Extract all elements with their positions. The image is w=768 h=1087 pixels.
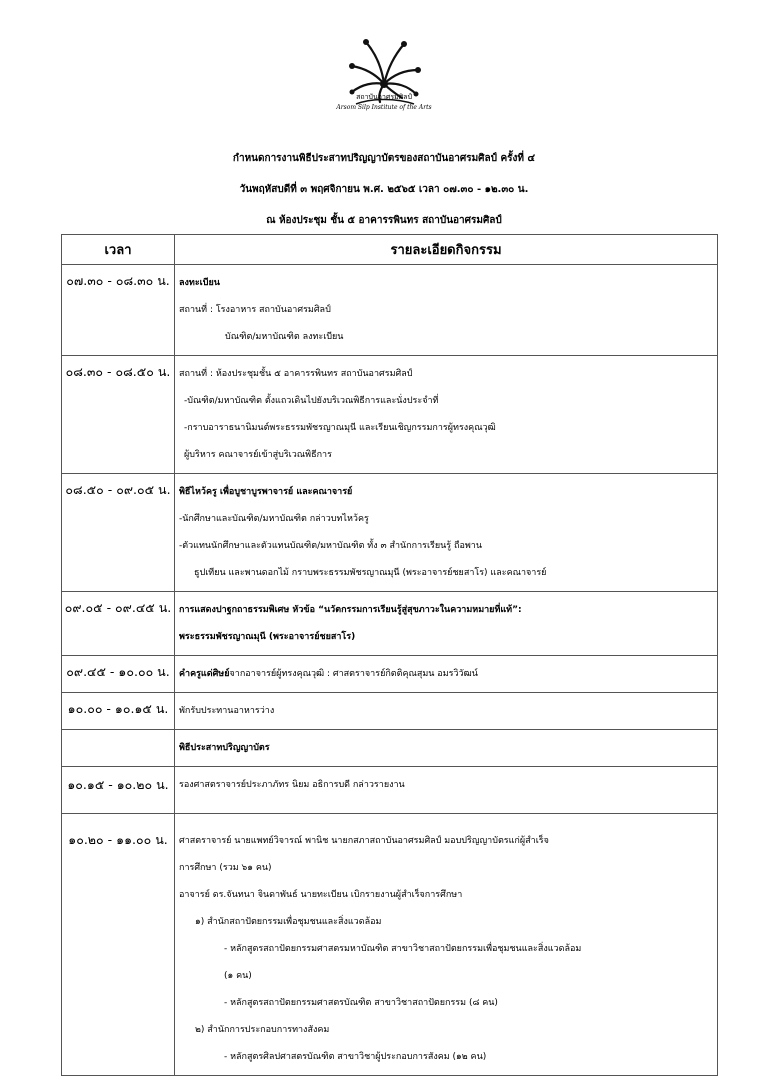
title-line-1: กำหนดการงานพิธีประสาทปริญญาบัตรของสถาบันอาศรมศิลป์ ครั้งที่ ๔	[232, 153, 536, 164]
column-header-detail: รายละเอียดกิจกรรม	[175, 235, 718, 265]
detail-line: (๑ คน)	[224, 971, 252, 981]
detail-line: พระธรรมพัชรญาณมุนี (พระอาจารย์ชยสาโร)	[179, 632, 356, 642]
row-detail	[175, 656, 718, 693]
table-row	[62, 265, 718, 356]
detail-line	[179, 661, 713, 688]
detail-line: ศาสตราจารย์ นายแพทย์วิจารณ์ พานิช นายกสภาสถาบันอาศรมศิลป์ มอบปริญญาบัตรแก่ผู้สำเร็จ	[179, 836, 549, 846]
detail-line: -ตัวแทนนักศึกษาและตัวแทนบัณฑิต/มหาบัณฑิต ทั้ง ๓ สำนักการเรียนรู้ ถือพาน	[179, 541, 482, 551]
detail-line: พิธีประสาทปริญญาบัตร	[179, 743, 270, 753]
row-detail	[175, 730, 718, 767]
detail-line: สถานที่ : ห้องประชุมชั้น ๕ อาคารรพินทร สถาบันอาศรมศิลป์	[179, 369, 413, 379]
table-header-row	[62, 235, 718, 265]
detail-line: การแสดงปาฐกถาธรรมพิเศษ หัวข้อ “นวัตกรรมการเรียนรู้สู่สุขภาวะในความหมายที่แท้”:	[179, 605, 522, 615]
title-line-3: ณ ห้องประชุม ชั้น ๕ อาคารรพินทร สถาบันอาศรมศิลป์	[266, 215, 502, 226]
row-detail	[175, 265, 718, 356]
row-time: ๑๐.๒๐ - ๑๑.๐๐ น.	[62, 814, 175, 1076]
detail-line: สถานที่ : โรงอาหาร สถาบันอาศรมศิลป์	[179, 305, 331, 315]
row-time	[62, 730, 175, 767]
detail-line: ผู้บริหาร คณาจารย์เข้าสู่บริเวณพิธีการ	[184, 450, 332, 460]
detail-line: - หลักสูตรสถาปัตยกรรมศาสตรบัณฑิต สาขาวิชาสถาปัตยกรรม (๘ คน)	[224, 998, 498, 1008]
institute-logo	[322, 32, 446, 136]
row-detail	[175, 693, 718, 730]
detail-line: - หลักสูตรสถาปัตยกรรมศาสตรมหาบัณฑิต สาขาวิชาสถาปัตยกรรมเพื่อชุมชนและสิ่งแวดล้อม	[224, 944, 582, 954]
column-header-time: เวลา	[62, 235, 175, 265]
row-detail	[175, 767, 718, 814]
document-titles	[0, 143, 768, 236]
row-time: ๑๐.๑๕ - ๑๐.๒๐ น.	[62, 767, 175, 814]
detail-line: รองศาสตราจารย์ประภาภัทร นิยม อธิการบดี กล่าวรายงาน	[179, 780, 405, 790]
title-line-2: วันพฤหัสบดีที่ ๓ พฤศจิกายน พ.ศ. ๒๕๖๕ เวลา ๐๗.๓๐ - ๑๒.๓๐ น.	[239, 184, 529, 195]
logo-caption	[322, 92, 446, 111]
table-row	[62, 814, 718, 1076]
detail-text: จากอาจารย์ผู้ทรงคุณวุฒิ : ศาสตราจารย์กิตติคุณสุมน อมรวิวัฒน์	[229, 669, 478, 679]
row-time: ๐๘.๓๐ - ๐๘.๕๐ น.	[62, 356, 175, 474]
table-row	[62, 656, 718, 693]
table-row	[62, 730, 718, 767]
row-time: ๑๐.๐๐ - ๑๐.๑๕ น.	[62, 693, 175, 730]
table-row	[62, 592, 718, 656]
detail-line: การศึกษา (รวม ๖๑ คน)	[179, 863, 272, 873]
detail-line: -นักศึกษาและบัณฑิต/มหาบัณฑิต กล่าวบทไหว้ครู	[179, 514, 369, 524]
row-time: ๐๙.๔๕ - ๑๐.๐๐ น.	[62, 656, 175, 693]
table-row	[62, 693, 718, 730]
row-time: ๐๙.๐๕ - ๐๙.๔๕ น.	[62, 592, 175, 656]
detail-line: อาจารย์ ดร.จันทนา จินดาพันธ์ นายทะเบียน เบิกรายงานผู้สำเร็จการศึกษา	[179, 890, 463, 900]
detail-line: -บัณฑิต/มหาบัณฑิต ตั้งแถวเดินไปยังบริเวณพิธีการและนั่งประจำที่	[184, 396, 439, 406]
logo-text-en: Arsom Silp Institute of the Arts	[336, 104, 432, 111]
row-detail	[175, 592, 718, 656]
detail-line: พิธีไหว้ครู เพื่อบูชาบูรพาจารย์ และคณาจารย์	[179, 487, 353, 497]
row-detail	[175, 814, 718, 1076]
logo-text-thai: สถาบันอาศรมศิลป์	[356, 93, 412, 101]
detail-line: ธูปเทียน และพานดอกไม้ กราบพระธรรมพัชรญาณมุนี (พระอาจารย์ชยสาโร) และคณาจารย์	[194, 568, 547, 578]
detail-line: บัณฑิต/มหาบัณฑิต ลงทะเบียน	[225, 332, 344, 342]
detail-line: - หลักสูตรศิลปศาสตรบัณฑิต สาขาวิชาผู้ประกอบการสังคม (๑๒ คน)	[224, 1052, 487, 1062]
detail-line: พักรับประทานอาหารว่าง	[179, 706, 275, 716]
table-row	[62, 767, 718, 814]
row-time: ๐๗.๓๐ - ๐๘.๓๐ น.	[62, 265, 175, 356]
detail-line: ๑) สำนักสถาปัตยกรรมเพื่อชุมชนและสิ่งแวดล้อม	[195, 917, 382, 927]
table-row	[62, 474, 718, 592]
row-time: ๐๘.๕๐ - ๐๙.๐๕ น.	[62, 474, 175, 592]
detail-line: ๒) สำนักการประกอบการทางสังคม	[195, 1025, 330, 1035]
detail-bold-text: คำครูแด่ศิษย์	[179, 669, 230, 679]
detail-line: -กราบอาราธนานิมนต์พระธรรมพัชรญาณมุนี และเรียนเชิญกรรมการผู้ทรงคุณวุฒิ	[184, 423, 496, 433]
schedule-table	[61, 234, 718, 1076]
row-detail	[175, 474, 718, 592]
detail-line: ลงทะเบียน	[179, 278, 220, 288]
row-detail	[175, 356, 718, 474]
table-row	[62, 356, 718, 474]
